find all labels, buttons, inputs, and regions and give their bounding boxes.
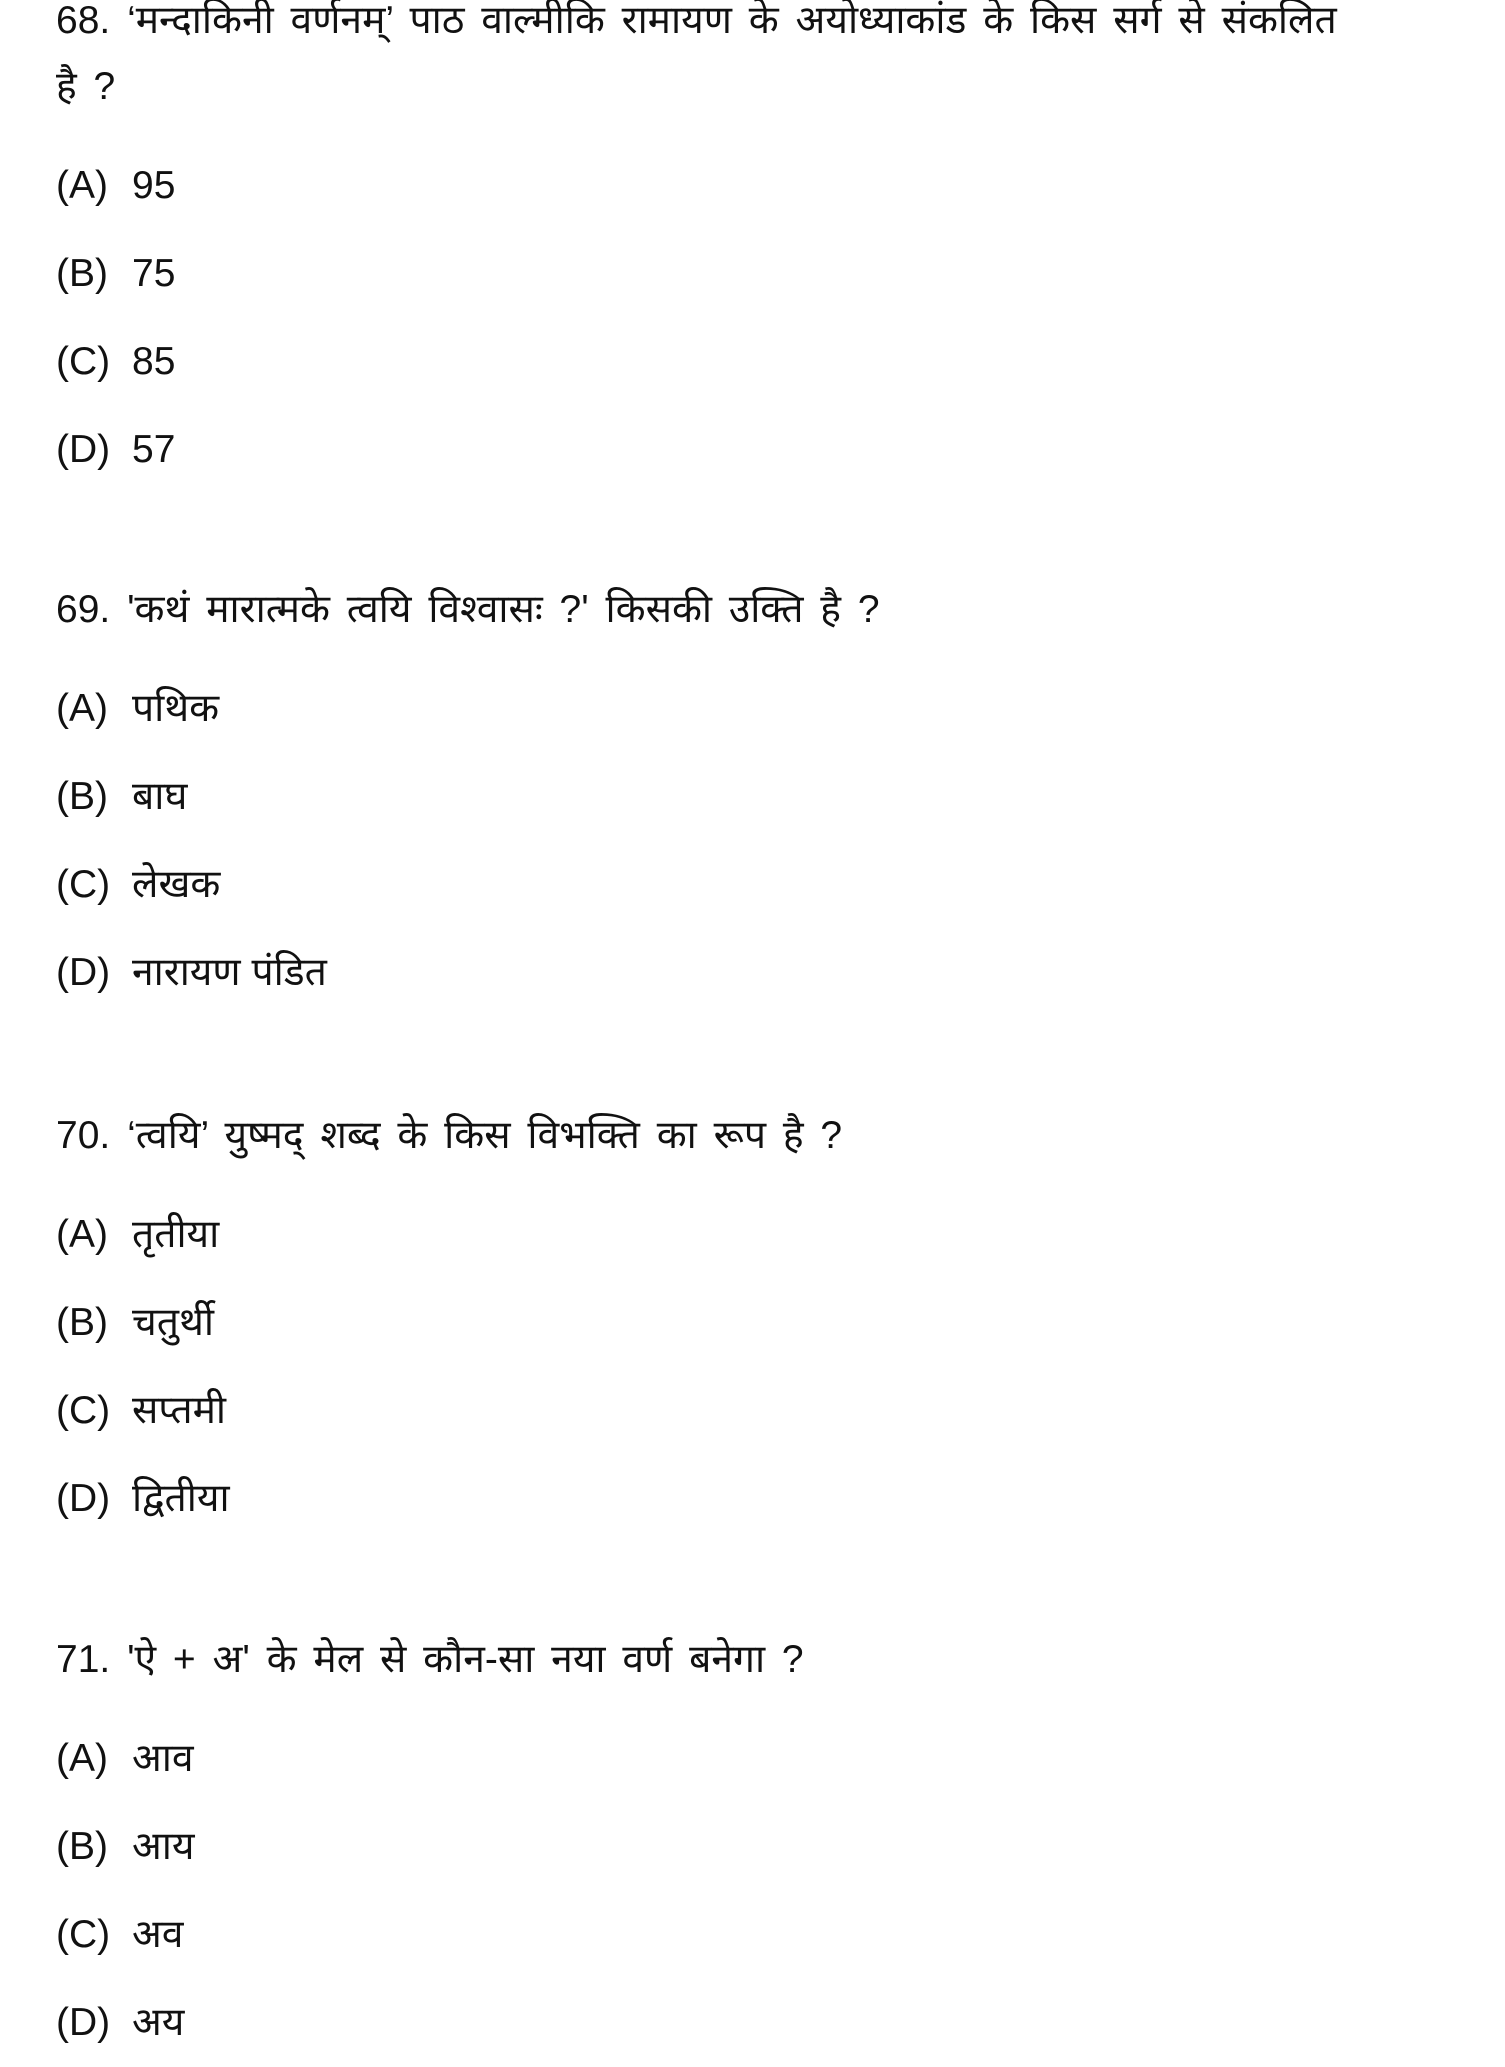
option-a: (A) आव [56, 1737, 194, 1780]
option-d: (D) अय [56, 2001, 185, 2044]
question-71 [56, 1627, 1456, 2067]
option-d: (D) 57 [56, 428, 176, 471]
option-a: (A) पथिक [56, 687, 220, 730]
option-b: (B) चतुर्थी [56, 1301, 215, 1344]
option-a: (A) तृतीया [56, 1213, 220, 1256]
question-stem: 69. 'कथं मारात्मके त्वयि विश्वासः ?' किसकी उक्ति है ? [56, 588, 880, 631]
option-d: (D) नारायण पंडित [56, 951, 327, 994]
option-d: (D) द्वितीया [56, 1477, 230, 1520]
option-c: (C) लेखक [56, 863, 221, 906]
question-stem: 71. 'ऐ + अ' के मेल से कौन-सा नया वर्ण बनेगा ? [56, 1638, 804, 1681]
question-stem: 68. ‘मन्दाकिनी वर्णनम्’ पाठ वाल्मीकि रामायण के अयोध्याकांड के किस सर्ग से संकलित है ? [56, 0, 1337, 108]
option-b: (B) आय [56, 1825, 195, 1868]
option-c: (C) सप्तमी [56, 1389, 227, 1432]
option-a: (A) 95 [56, 164, 176, 207]
option-c: (C) अव [56, 1913, 184, 1956]
option-c: (C) 85 [56, 340, 176, 383]
option-b: (B) 75 [56, 252, 176, 295]
option-b: (B) बाघ [56, 775, 188, 818]
question-stem: 70. ‘त्वयि’ युष्मद् शब्द के किस विभक्ति का रूप है ? [56, 1114, 843, 1157]
question-70 [56, 1103, 1456, 1543]
question-68 [56, 0, 1356, 494]
question-69 [56, 577, 1456, 1017]
